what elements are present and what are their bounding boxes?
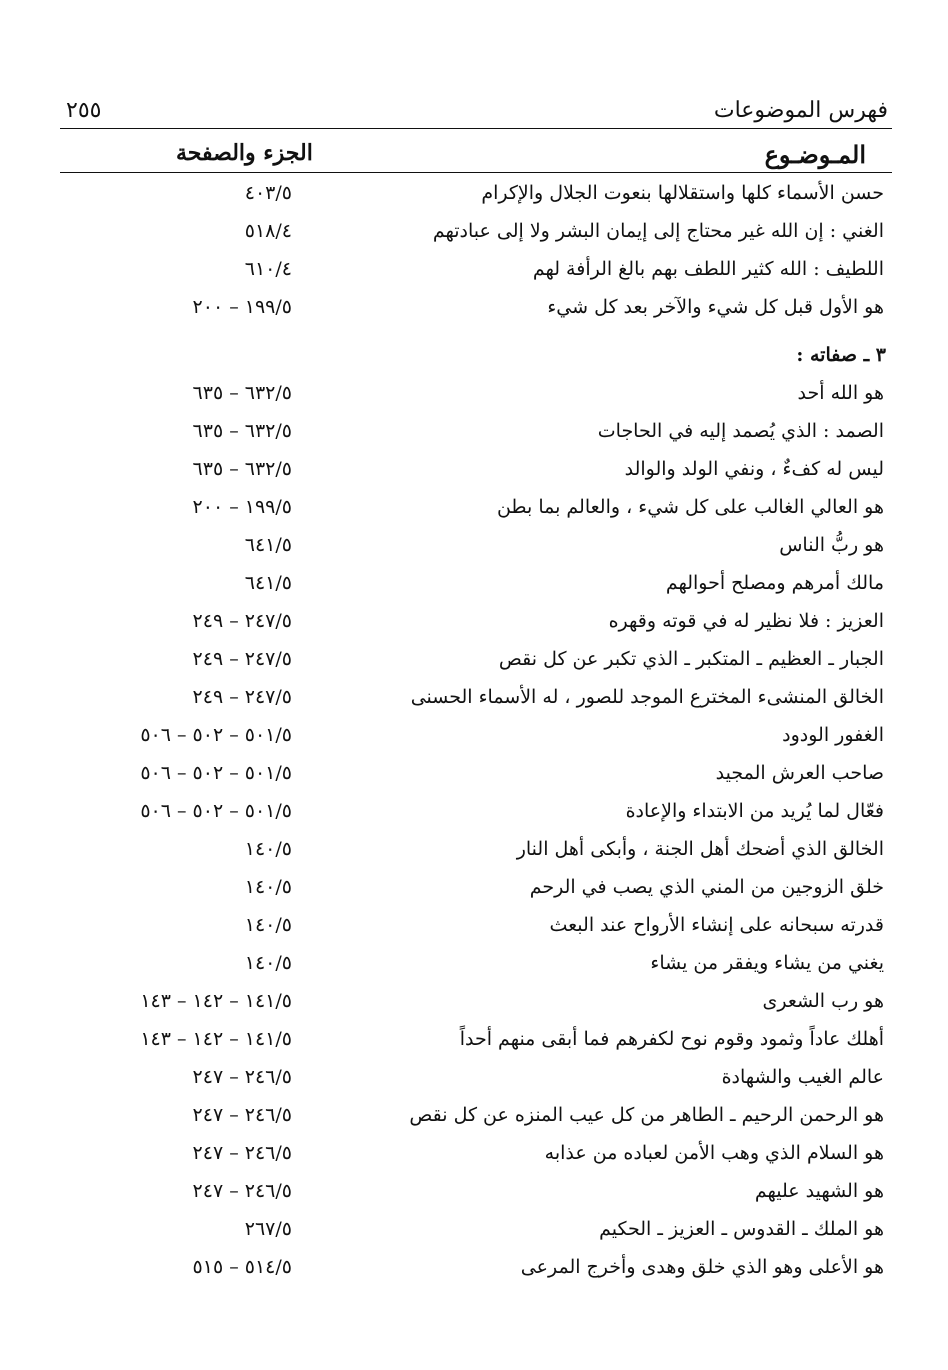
entry-topic: هو الرحمن الرحيم ـ الطاهر من كل عيب المنزه عن كل نقص bbox=[409, 1104, 884, 1126]
entry-reference: ٥١٤/٥ – ٥١٥ bbox=[192, 1256, 292, 1278]
index-entry bbox=[60, 568, 892, 606]
index-entry bbox=[60, 454, 892, 492]
entry-topic: هو الأول قبل كل شيء والآخر بعد كل شيء bbox=[547, 296, 884, 318]
entry-reference: ٢٤٦/٥ – ٢٤٧ bbox=[192, 1180, 292, 1202]
entry-topic: هو الله أحد bbox=[797, 382, 884, 404]
running-title: فهرس الموضوعات bbox=[713, 98, 888, 123]
entry-reference: ٦٣٢/٥ – ٦٣٥ bbox=[192, 382, 292, 404]
index-entry bbox=[60, 986, 892, 1024]
index-entries bbox=[60, 178, 892, 1290]
entry-topic: خلق الزوجين من المني الذي يصب في الرحم bbox=[529, 876, 884, 898]
entry-topic: الجبار ـ العظيم ـ المتكبر ـ الذي تكبر عن كل نقص bbox=[498, 648, 884, 670]
section-heading: ٣ ـ صفاته : bbox=[796, 344, 886, 366]
index-entry bbox=[60, 758, 892, 796]
entry-topic: هو رب الشعرى bbox=[762, 990, 884, 1012]
entry-topic: هو ربُّ الناس bbox=[779, 534, 884, 556]
entry-reference: ٢٤٦/٥ – ٢٤٧ bbox=[192, 1142, 292, 1164]
index-entry bbox=[60, 1062, 892, 1100]
section-heading-row bbox=[60, 330, 892, 378]
entry-reference: ٢٦٧/٥ bbox=[244, 1218, 292, 1240]
entry-topic: قدرته سبحانه على إنشاء الأرواح عند البعث bbox=[549, 914, 884, 936]
entry-reference: ٤٠٣/٥ bbox=[244, 182, 292, 204]
index-entry bbox=[60, 1252, 892, 1290]
entry-reference: ٦٤١/٥ bbox=[244, 572, 292, 594]
entry-topic: فعّال لما يُريد من الابتداء والإعادة bbox=[625, 800, 884, 822]
entry-reference: ٢٤٧/٥ – ٢٤٩ bbox=[192, 648, 292, 670]
index-entry bbox=[60, 644, 892, 682]
index-entry bbox=[60, 416, 892, 454]
index-entry bbox=[60, 254, 892, 292]
reference-column-heading: الجزء والصفحة bbox=[176, 140, 313, 166]
entry-reference: ٢٤٧/٥ – ٢٤٩ bbox=[192, 686, 292, 708]
entry-topic: هو الأعلى وهو الذي خلق وهدى وأخرج المرعى bbox=[520, 1256, 884, 1278]
index-entry bbox=[60, 1024, 892, 1062]
entry-reference: ٢٤٦/٥ – ٢٤٧ bbox=[192, 1104, 292, 1126]
entry-topic: هو الملك ـ القدوس ـ العزيز ـ الحكيم bbox=[599, 1218, 884, 1240]
index-entry bbox=[60, 1176, 892, 1214]
entry-topic: اللطيف : الله كثير اللطف بهم بالغ الرأفة لهم bbox=[532, 258, 884, 280]
entry-topic: هو الشهيد عليهم bbox=[754, 1180, 884, 1202]
index-entry bbox=[60, 872, 892, 910]
entry-topic: حسن الأسماء كلها واستقلالها بنعوت الجلال والإكرام bbox=[481, 182, 884, 204]
index-entry bbox=[60, 1100, 892, 1138]
header-rule bbox=[60, 128, 892, 129]
entry-reference: ٦٣٢/٥ – ٦٣٥ bbox=[192, 420, 292, 442]
index-entry bbox=[60, 910, 892, 948]
entry-reference: ١٤٠/٥ bbox=[244, 952, 292, 974]
entry-topic: هو السلام الذي وهب الأمن لعباده من عذابه bbox=[544, 1142, 884, 1164]
entry-reference: ٦٣٢/٥ – ٦٣٥ bbox=[192, 458, 292, 480]
entry-reference: ٥١٨/٤ bbox=[244, 220, 292, 242]
entry-topic: هو العالي الغالب على كل شيء ، والعالم بما بطن bbox=[496, 496, 884, 518]
index-entry bbox=[60, 378, 892, 416]
index-entry bbox=[60, 834, 892, 872]
entry-topic: عالم الغيب والشهادة bbox=[721, 1066, 884, 1088]
index-entry bbox=[60, 948, 892, 986]
entry-reference: ١٤١/٥ – ١٤٢ – ١٤٣ bbox=[140, 990, 292, 1012]
entry-topic: يغني من يشاء ويفقر من يشاء bbox=[650, 952, 884, 974]
index-entry bbox=[60, 178, 892, 216]
entry-topic: صاحب العرش المجيد bbox=[715, 762, 884, 784]
index-entry bbox=[60, 492, 892, 530]
entry-reference: ٢٤٦/٥ – ٢٤٧ bbox=[192, 1066, 292, 1088]
entry-reference: ٢٤٧/٥ – ٢٤٩ bbox=[192, 610, 292, 632]
index-entry bbox=[60, 530, 892, 568]
entry-topic: العزيز : فلا نظير له في قوته وقهره bbox=[608, 610, 884, 632]
index-entry bbox=[60, 796, 892, 834]
topic-column-heading: المـوضـوع bbox=[764, 140, 866, 169]
entry-reference: ٥٠١/٥ – ٥٠٢ – ٥٠٦ bbox=[140, 762, 292, 784]
entry-topic: الغفور الودود bbox=[782, 724, 884, 746]
index-entry bbox=[60, 1138, 892, 1176]
column-heading-rule bbox=[60, 172, 892, 173]
entry-topic: مالك أمرهم ومصلح أحوالهم bbox=[665, 572, 884, 594]
index-entry bbox=[60, 682, 892, 720]
entry-reference: ٦٤١/٥ bbox=[244, 534, 292, 556]
entry-reference: ١٤٠/٥ bbox=[244, 914, 292, 936]
entry-topic: الغني : إن الله غير محتاج إلى إيمان البشر ولا إلى عبادتهم bbox=[432, 220, 884, 242]
entry-reference: ١٩٩/٥ – ٢٠٠ bbox=[192, 496, 292, 518]
entry-topic: الخالق المنشىء المخترع الموجد للصور ، له الأسماء الحسنى bbox=[410, 686, 884, 708]
entry-reference: ١٩٩/٥ – ٢٠٠ bbox=[192, 296, 292, 318]
index-entry bbox=[60, 216, 892, 254]
entry-reference: ١٤٠/٥ bbox=[244, 838, 292, 860]
page-number: ٢٥٥ bbox=[66, 98, 102, 123]
index-entry bbox=[60, 1214, 892, 1252]
entry-reference: ١٤٠/٥ bbox=[244, 876, 292, 898]
entry-topic: الصمد : الذي يُصمد إليه في الحاجات bbox=[597, 420, 884, 442]
entry-reference: ١٤١/٥ – ١٤٢ – ١٤٣ bbox=[140, 1028, 292, 1050]
entry-topic: أهلك عاداً وثمود وقوم نوح لكفرهم فما أبقى منهم أحداً bbox=[459, 1028, 884, 1050]
entry-reference: ٥٠١/٥ – ٥٠٢ – ٥٠٦ bbox=[140, 800, 292, 822]
index-entry bbox=[60, 720, 892, 758]
entry-reference: ٥٠١/٥ – ٥٠٢ – ٥٠٦ bbox=[140, 724, 292, 746]
entry-reference: ٦١٠/٤ bbox=[244, 258, 292, 280]
entry-topic: ليس له كفءٌ ، ونفي الولد والوالد bbox=[624, 458, 884, 480]
index-entry bbox=[60, 606, 892, 644]
index-entry bbox=[60, 292, 892, 330]
entry-topic: الخالق الذي أضحك أهل الجنة ، وأبكى أهل النار bbox=[516, 838, 884, 860]
